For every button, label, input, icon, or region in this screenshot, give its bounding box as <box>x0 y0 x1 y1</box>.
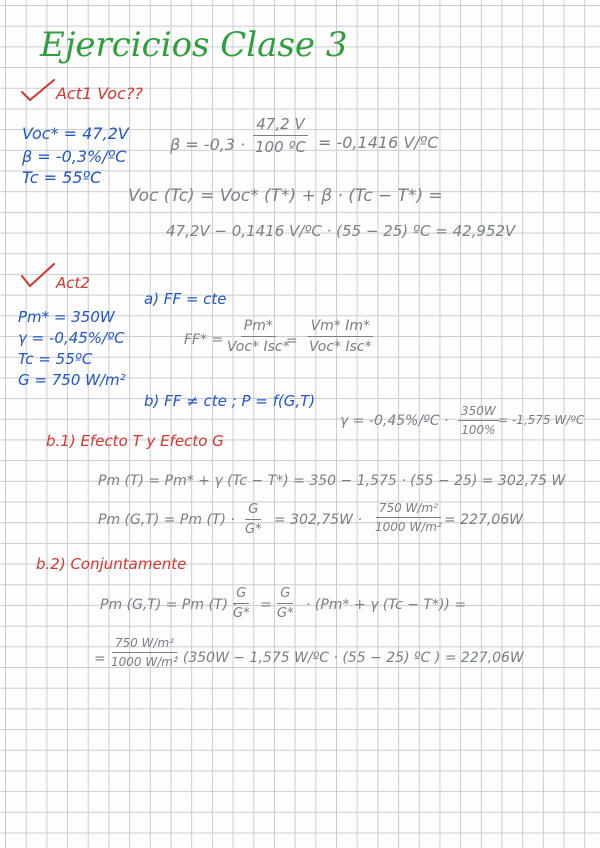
beta-result: = -0,1416 V/ºC <box>318 133 439 152</box>
ff-num-2: Vm* Im* <box>308 318 373 337</box>
beta-lhs: β = -0,3 · <box>170 135 246 154</box>
ff-lhs: FF* = <box>184 332 224 348</box>
beta-den: 100 ºC <box>255 138 306 156</box>
gamma-result: = -1,575 W/ºC <box>498 413 585 427</box>
conj2-num: 750 W/m² <box>112 636 177 653</box>
act1-given-voc: Voc* = 47,2V <box>22 124 129 143</box>
ff-den-1: Voc* Isc* <box>227 339 290 355</box>
section-b-label: b) FF ≠ cte ; P = f(G,T) <box>144 392 316 410</box>
act1-given-beta: β = -0,3%/ºC <box>22 147 127 166</box>
voc-calculation: 47,2V − 0,1416 V/ºC · (55 − 25) ºC = 42,952V <box>166 222 516 240</box>
beta-fraction <box>252 115 309 156</box>
conj-den-2: G* <box>277 606 294 621</box>
conj-den: G* <box>233 606 250 621</box>
pm-gt-den: G* <box>245 522 262 537</box>
conj-rhs: · (Pm* + γ (Tc − T*)) = <box>306 597 467 613</box>
conj-num: G <box>233 586 249 604</box>
conj2-den: 1000 W/m² <box>111 655 178 669</box>
check-icon <box>20 78 56 104</box>
ff-fraction-1 <box>224 318 293 355</box>
gamma-num: 350W <box>458 404 499 421</box>
pm-gt-den-2: 1000 W/m² <box>375 520 442 534</box>
conj-fraction-2 <box>274 586 297 621</box>
act1-label: Act1 Voc?? <box>56 84 143 103</box>
section-a-label: a) FF = cte <box>144 290 227 308</box>
act1-given-tc: Tc = 55ºC <box>22 168 102 187</box>
pm-gt-lhs: Pm (G,T) = Pm (T) · <box>98 512 235 528</box>
ff-num-1: Pm* <box>241 318 276 337</box>
pm-gt-num-2: 750 W/m² <box>376 501 441 518</box>
b2-label: b.2) Conjuntamente <box>36 555 187 573</box>
pm-gt-num: G <box>245 502 261 520</box>
pm-t-equation: Pm (T) = Pm* + γ (Tc − T*) = 350 − 1,575 · (55 − 25) = 302,75 W <box>98 473 566 489</box>
conj-equals: = <box>260 597 272 613</box>
pm-gt-mid: = 302,75W · <box>274 512 362 528</box>
page-title: Ejercicios Clase 3 <box>40 25 348 65</box>
conj2-equals: = <box>94 651 106 667</box>
conj2-rhs: · (350W − 1,575 W/ºC · (55 − 25) ºC ) = 227,06W <box>174 650 524 666</box>
check-icon <box>20 262 56 290</box>
conj-lhs: Pm (G,T) = Pm (T) · <box>100 597 237 613</box>
gamma-fraction <box>458 404 499 437</box>
gamma-den: 100% <box>461 423 496 437</box>
beta-num: 47,2 V <box>253 115 307 136</box>
conj2-fraction <box>108 636 181 669</box>
act2-given-tc: Tc = 55ºC <box>18 350 93 368</box>
act2-given-g: G = 750 W/m² <box>18 371 126 389</box>
act2-given-pm: Pm* = 350W <box>18 308 115 326</box>
pm-gt-result: = 227,06W <box>444 512 524 528</box>
gamma-lhs: γ = -0,45%/ºC · <box>340 413 449 429</box>
conj-num-2: G <box>277 586 293 604</box>
act2-label: Act2 <box>56 274 90 292</box>
voc-equation: Voc (Tc) = Voc* (T*) + β · (Tc − T*) = <box>128 186 443 206</box>
b1-label: b.1) Efecto T y Efecto G <box>46 432 224 450</box>
act2-given-gamma: γ = -0,45%/ºC <box>18 329 125 347</box>
ff-equals: = <box>286 333 298 349</box>
conj-fraction <box>230 586 253 621</box>
pm-gt-fraction <box>242 502 265 537</box>
ff-den-2: Voc* Isc* <box>309 339 372 355</box>
ff-fraction-2 <box>306 318 375 355</box>
pm-gt-fraction-2 <box>372 501 445 534</box>
